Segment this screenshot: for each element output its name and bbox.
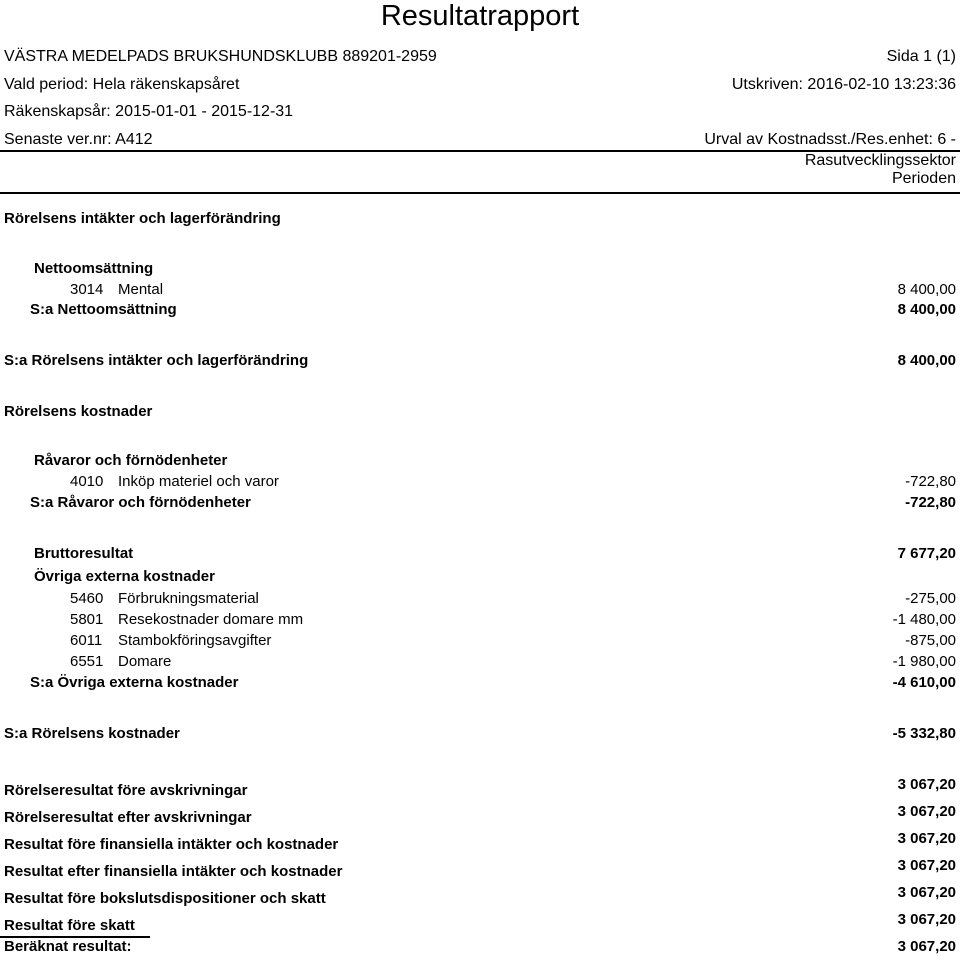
gross-result-amount: 7 677,20 bbox=[897, 545, 956, 562]
account-number: 6551 bbox=[70, 653, 104, 670]
account-name: Mental bbox=[118, 281, 164, 298]
group-sum-label: S:a Övriga externa kostnader bbox=[30, 674, 239, 691]
group-sum-amount: -4 610,00 bbox=[892, 674, 956, 691]
group-sum-amount: -722,80 bbox=[905, 494, 956, 511]
result-amount: 3 067,20 bbox=[897, 857, 956, 874]
result-label: Rörelseresultat före avskrivningar bbox=[4, 782, 248, 799]
group-title-external-costs: Övriga externa kostnader bbox=[34, 568, 215, 585]
latest-verification: Senaste ver.nr: A412 bbox=[4, 131, 153, 148]
account-name: Förbrukningsmaterial bbox=[118, 590, 259, 607]
print-timestamp: Utskriven: 2016-02-10 13:23:36 bbox=[731, 76, 956, 93]
result-label: Resultat före finansiella intäkter och kostnader bbox=[4, 836, 339, 853]
section-title-income: Rörelsens intäkter och lagerförändring bbox=[4, 210, 281, 227]
group-title-net-sales: Nettoomsättning bbox=[34, 260, 154, 277]
account-number: 5460 bbox=[70, 590, 104, 607]
organization-name: VÄSTRA MEDELPADS BRUKSHUNDSKLUBB 889201-2959 bbox=[4, 48, 437, 65]
group-title-materials: Råvaror och förnödenheter bbox=[34, 452, 228, 469]
account-amount: 8 400,00 bbox=[897, 281, 956, 298]
result-label: Resultat efter finansiella intäkter och kostnader bbox=[4, 863, 343, 880]
group-sum-label: S:a Nettoomsättning bbox=[30, 301, 177, 318]
account-number: 6011 bbox=[70, 632, 103, 649]
fiscal-year: Räkenskapsår: 2015-01-01 - 2015-12-31 bbox=[4, 103, 294, 120]
account-amount: -275,00 bbox=[905, 590, 956, 607]
result-label: Rörelseresultat efter avskrivningar bbox=[4, 809, 252, 826]
account-name: Stambokföringsavgifter bbox=[118, 632, 272, 649]
account-number: 4010 bbox=[70, 473, 104, 490]
section-title-costs: Rörelsens kostnader bbox=[4, 403, 153, 420]
column-header-period: Perioden bbox=[891, 170, 956, 187]
account-number: 3014 bbox=[70, 281, 104, 298]
group-sum-label: S:a Råvaror och förnödenheter bbox=[30, 494, 251, 511]
result-amount: 3 067,20 bbox=[897, 884, 956, 901]
result-amount: 3 067,20 bbox=[897, 911, 956, 928]
group-sum-amount: 8 400,00 bbox=[897, 301, 956, 318]
result-amount: 3 067,20 bbox=[897, 776, 956, 793]
selection-criteria-cont: Rasutvecklingssektor bbox=[804, 152, 956, 169]
account-number: 5801 bbox=[70, 611, 104, 628]
account-amount: -1 480,00 bbox=[892, 611, 956, 628]
section-sum-amount-income: 8 400,00 bbox=[897, 352, 956, 369]
account-name: Resekostnader domare mm bbox=[118, 611, 304, 628]
account-amount: -875,00 bbox=[905, 632, 956, 649]
calculated-result-amount: 3 067,20 bbox=[897, 938, 956, 955]
section-sum-label-costs: S:a Rörelsens kostnader bbox=[4, 725, 180, 742]
account-name: Inköp materiel och varor bbox=[118, 473, 279, 490]
result-amount: 3 067,20 bbox=[897, 803, 956, 820]
account-name: Domare bbox=[118, 653, 172, 670]
selected-period: Vald period: Hela räkenskapsåret bbox=[4, 76, 240, 93]
calculated-result-label: Beräknat resultat: bbox=[4, 938, 132, 955]
account-amount: -1 980,00 bbox=[892, 653, 956, 670]
page-number: Sida 1 (1) bbox=[886, 48, 956, 65]
result-label: Resultat före skatt bbox=[4, 917, 135, 934]
gross-result-label: Bruttoresultat bbox=[34, 545, 134, 562]
section-sum-amount-costs: -5 332,80 bbox=[892, 725, 956, 742]
account-amount: -722,80 bbox=[905, 473, 956, 490]
section-sum-label-income: S:a Rörelsens intäkter och lagerförändring bbox=[4, 352, 309, 369]
column-header-divider bbox=[0, 192, 960, 194]
selection-criteria: Urval av Kostnadsst./Res.enhet: 6 - bbox=[704, 131, 956, 148]
result-label: Resultat före bokslutsdispositioner och skatt bbox=[4, 890, 326, 907]
result-amount: 3 067,20 bbox=[897, 830, 956, 847]
report-title: Resultatrapport bbox=[380, 0, 580, 32]
